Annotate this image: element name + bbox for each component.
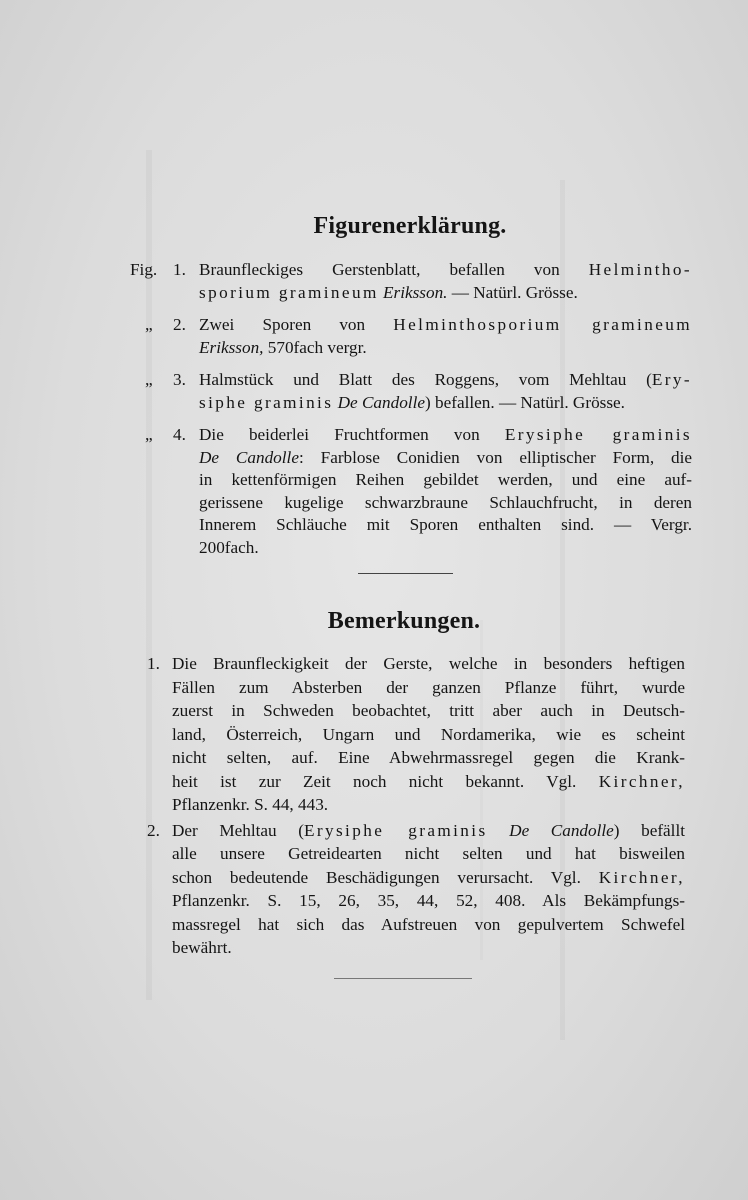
text-line [172, 793, 685, 817]
text-line [199, 424, 692, 447]
text-segment: Der Mehltau ( [172, 820, 304, 840]
italic-author-text: Eriksson, [199, 337, 264, 357]
text-line [199, 492, 692, 515]
figure-description [199, 424, 692, 559]
italic-author-text: Eriksson. [383, 282, 448, 302]
text-line [172, 746, 685, 770]
spaced-name-text: sporium gramineum [199, 282, 379, 302]
text-segment: Fällen zum Absterben der ganzen Pflanze führt, wurde [172, 677, 685, 697]
spaced-name-text: Helminthosporium gramineum [393, 315, 692, 334]
ditto-mark: „ [145, 315, 153, 334]
figure-entry [130, 314, 692, 359]
figure-entry [130, 259, 692, 304]
text-segment: land, Österreich, Ungarn und Nordamerika, wie es scheint [172, 724, 685, 744]
text-line [199, 259, 692, 282]
text-line [172, 676, 685, 700]
text-segment: Die beiderlei Fruchtformen von [199, 425, 505, 444]
figures-heading: Figurenerklärung. [313, 213, 507, 239]
text-segment: Zwei Sporen von [199, 315, 394, 334]
spaced-name-text: siphe graminis [199, 392, 334, 412]
italic-author-text: De Candolle [509, 820, 614, 840]
italic-author-text: De Candolle [199, 447, 299, 467]
text-line [172, 652, 685, 676]
ditto-mark: „ [145, 425, 153, 444]
text-line [172, 723, 685, 747]
text-line [199, 447, 692, 470]
figure-number: 3. [173, 370, 186, 389]
remark-text [172, 819, 685, 960]
remarks-heading: Bemerkungen. [327, 608, 481, 634]
text-segment: bewährt. [172, 938, 232, 957]
ditto-mark: „ [145, 370, 153, 389]
text-segment: in kettenförmigen Reihen gebildet werden, und eine auf- [199, 470, 692, 489]
text-segment: alle unsere Getreidearten nicht selten und hat bisweilen [172, 844, 685, 863]
remark-entry [147, 652, 685, 817]
text-line [199, 514, 692, 537]
remark-number: 2. [147, 820, 160, 840]
text-line [172, 819, 685, 843]
spaced-name-text: Kirchner, [598, 867, 685, 887]
text-line [172, 913, 685, 937]
text-line [172, 699, 685, 723]
figure-number: 2. [173, 315, 186, 334]
text-line [199, 392, 692, 415]
text-line [172, 936, 685, 960]
text-line [199, 314, 692, 337]
text-segment: nicht selten, auf. Eine Abwehrmassregel gegen die Krank- [172, 748, 685, 767]
spaced-name-text: Erysiphe graminis [504, 425, 693, 444]
figure-legend-list [130, 259, 692, 569]
text-line [199, 537, 692, 560]
figure-entry [130, 424, 692, 559]
figure-number: 4. [173, 425, 186, 444]
spaced-name-text: Ery- [651, 370, 692, 389]
text-line [172, 842, 685, 866]
text-segment: : Farblose Conidien von elliptischer Form, die [298, 447, 693, 467]
fig-label: Fig. [130, 260, 158, 279]
text-segment: ) befällt [613, 820, 686, 840]
end-divider [334, 978, 472, 979]
figure-description [199, 314, 692, 359]
text-line [199, 282, 692, 305]
text-line [172, 770, 685, 794]
spaced-name-text: Kirchner, [598, 771, 685, 791]
text-segment: ) befallen. — Natürl. Grösse. [424, 392, 625, 412]
text-line [199, 337, 692, 360]
text-line [199, 469, 692, 492]
text-segment: Halmstück und Blatt des Roggens, vom Mehltau ( [199, 370, 652, 389]
text-segment: massregel hat sich das Aufstreuen von gepulvertem Schwefel [172, 914, 685, 934]
figure-number: 1. [173, 260, 186, 279]
remark-entry [147, 819, 685, 960]
text-line [199, 369, 692, 392]
remark-text [172, 652, 685, 817]
text-segment: Pflanzenkr. S. 15, 26, 35, 44, 52, 408. Als Bekämpfungs- [172, 891, 685, 910]
text-segment: Innerem Schläuche mit Sporen enthalten sind. — Vergr. [199, 515, 692, 534]
text-segment: — Natürl. Grösse. [447, 282, 578, 302]
figure-entry [130, 369, 692, 414]
italic-author-text: De Candolle [337, 392, 425, 412]
text-segment: 570fach vergr. [263, 337, 367, 357]
text-segment: schon bedeutende Beschädigungen verursacht. Vgl. [172, 867, 599, 887]
spaced-name-text: Helmintho- [588, 260, 692, 279]
remarks-list [147, 652, 685, 962]
text-segment: Braunfleckiges Gerstenblatt, befallen von [199, 260, 589, 279]
text-line [172, 866, 685, 890]
text-segment: Pflanzenkr. S. 44, 443. [172, 795, 329, 814]
text-segment: gerissene kugelige schwarzbraune Schlauchfrucht, in deren [199, 492, 692, 512]
text-segment [488, 821, 510, 840]
remark-number: 1. [147, 654, 160, 673]
text-segment: 200fach. [199, 537, 259, 557]
spaced-name-text: Erysiphe graminis [303, 820, 488, 840]
figure-description [199, 259, 692, 304]
text-segment: heit ist zur Zeit noch nicht bekannt. Vgl. [172, 771, 599, 791]
text-segment: zuerst in Schweden beobachtet, tritt aber auch in Deutsch- [172, 701, 685, 720]
text-line [172, 889, 685, 913]
section-divider [358, 573, 453, 574]
text-segment: Die Braunfleckigkeit der Gerste, welche in besonders heftigen [172, 654, 685, 673]
figure-description [199, 369, 692, 414]
